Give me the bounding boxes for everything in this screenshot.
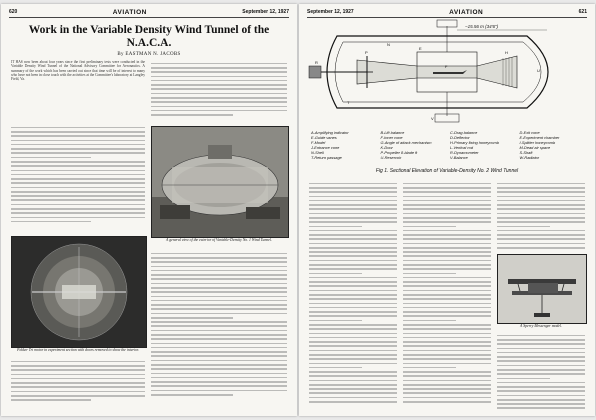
text-line [403,350,491,352]
text-line [309,234,397,236]
diagram-legend [311,130,583,160]
legend-entry: C-Drag balance [450,130,478,135]
text-line [309,273,362,275]
text-line [497,365,585,367]
svg-text:H: H [505,50,508,55]
text-line [309,315,397,317]
text-line [309,221,397,223]
tunnel-exterior-photo [151,126,289,238]
text-line [309,345,397,347]
text-line [309,260,397,262]
text-line [497,386,585,388]
text-line [309,392,397,394]
left-page [1,4,297,416]
text-line [309,264,397,266]
text-line [403,230,491,232]
text-line [403,208,491,210]
text-line [309,363,397,365]
text-line [497,378,550,380]
text-line [403,204,491,206]
text-line [403,187,491,189]
text-line [309,384,397,386]
svg-text:P: P [365,50,368,55]
right-page-number: 621 [578,9,587,15]
legend-entry: I-Splitter honeycomb [519,140,556,145]
text-line [403,315,491,317]
text-line [309,208,397,210]
text-line [403,367,456,369]
text-line [403,290,491,292]
text-line [309,268,397,270]
text-line [403,375,491,377]
text-line [497,238,585,240]
text-line [309,324,397,326]
text-line [403,328,491,330]
svg-text:F: F [445,64,448,69]
text-line [497,187,585,189]
legend-entry: R-Dynamometer [450,150,479,155]
left-running-head [9,9,289,18]
text-line [309,290,397,292]
text-line [309,196,397,198]
text-line [497,403,585,405]
model-biplane-illustration [498,255,586,323]
text-line [403,226,456,228]
text-line [403,196,491,198]
text-line [403,243,491,245]
text-line [309,247,397,249]
text-line [309,341,397,343]
svg-text:U: U [537,68,540,73]
text-line [309,380,397,382]
legend-entry: L-Vertical rod [450,145,473,150]
svg-text:T: T [347,100,350,105]
text-line [497,183,585,185]
legend-entry: W-Radiator [519,155,540,160]
intro-paragraph: IT HAS now been about four years since the first preliminary tests were conducted in the Variable Density Wind Tunnel of the National Advisory Committee for Aeronautics. A summary of the work which has been carried out since that time will be of interest to many who have not been in close touch with the activities at the Committee's laboratory at Langley Field, Va. [11,60,145,82]
text-line [497,369,585,371]
text-line [309,187,397,189]
text-line [403,234,491,236]
right-page [299,4,595,416]
legend-entry: H-Primary fixing honeycomb [450,140,499,145]
text-line [497,217,585,219]
text-line [403,268,491,270]
legend-entry: M-Dead air space [519,145,551,150]
left-issue-date: September 12, 1927 [242,9,289,15]
text-line [309,294,397,296]
text-line [497,213,585,215]
text-line [309,397,397,399]
text-line [309,204,397,206]
legend-entry: V-Balance [450,155,468,160]
text-line [309,358,397,360]
figure-title: Fig 1. Sectional Elevation of Variable-Density No. 2 Wind Tunnel [375,168,519,174]
right-page-column-1 [309,180,397,412]
legend-entry: S-Shaft [519,150,533,155]
text-line [403,392,491,394]
legend-entry: N-Shell [311,150,324,155]
legend-entry: E-Experiment chamber [519,135,560,140]
text-line [497,382,585,384]
right-magazine-name: AVIATION [449,9,484,16]
text-line [403,281,491,283]
text-line [403,324,491,326]
legend-entry: T-Return passage [311,155,342,160]
text-line [497,221,585,223]
text-line [309,230,397,232]
text-line [309,285,397,287]
text-line [309,238,397,240]
text-line [403,363,491,365]
svg-text:E: E [419,46,422,51]
right-page-column-3-top [497,180,585,250]
intro-column [11,60,145,122]
text-line [309,226,362,228]
left-column-body [11,124,145,232]
text-line [497,191,585,193]
left-magazine-name: AVIATION [112,9,147,16]
left-page-number: 620 [9,9,18,15]
text-line [403,354,491,356]
text-line [403,264,491,266]
text-line [403,285,491,287]
text-line [309,251,397,253]
text-line [497,243,585,245]
text-line [309,298,397,300]
svg-text:R: R [315,60,318,65]
text-line [497,407,585,409]
text-line [497,335,585,337]
text-line [497,204,585,206]
text-line [309,354,397,356]
text-line [403,221,491,223]
text-line [309,307,397,309]
text-line [309,388,397,390]
legend-entry: F-Model [311,140,326,145]
article-title: Work in the Variable Density Wind Tunnel of the N.A.C.A. [28,24,270,49]
text-line [497,247,585,249]
text-line [403,213,491,215]
text-line [403,260,491,262]
left-column-bottom-text [11,358,145,412]
sperry-messenger-photo [497,254,587,324]
text-line [403,401,491,403]
legend-entry: K-Door [380,145,393,150]
text-line [309,350,397,352]
text-line [497,360,585,362]
text-line [497,343,585,345]
text-line [403,238,491,240]
text-line [309,367,362,369]
text-line [403,341,491,343]
text-line [403,277,491,279]
svg-text:N: N [387,42,390,47]
text-line [497,348,585,350]
text-line [309,183,397,185]
text-line [403,320,456,322]
text-line [497,399,585,401]
right-column-bottom-text [151,250,287,412]
legend-entry: D-Deflector [450,135,470,140]
tunnel-exterior-illustration [152,127,288,237]
text-line [309,277,397,279]
text-line [309,375,397,377]
legend-entry: J-Entrance cone [311,145,340,150]
text-line [403,273,456,275]
article-byline: By EASTMAN N. JACOBS [117,52,181,57]
text-line [497,390,585,392]
text-line [309,328,397,330]
text-line [497,200,585,202]
right-page-column-2 [403,180,491,412]
text-line [403,217,491,219]
legend-entry: B-Lift balance [380,130,405,135]
sperry-messenger-caption: A Sperry Messenger model. [520,324,562,328]
legend-entry: U-Reservoir [380,155,402,160]
text-line [497,352,585,354]
tunnel-interior-caption: Fokker Tri motor in experiment section with doors removed to show the interior. [17,348,139,352]
text-line [497,226,550,228]
text-line [309,243,397,245]
right-issue-date: September 12, 1927 [307,9,354,15]
tunnel-exterior-caption: A general view of the exterior of Variable-Density No. 1 Wind Tunnel. [166,238,272,242]
text-line [403,303,491,305]
svg-text:V: V [431,116,434,121]
legend-entry: A-Amplifying indicator [311,130,349,135]
text-line [309,281,397,283]
legend-entry: D-Exit cone [519,130,540,135]
text-line [403,384,491,386]
text-line [403,358,491,360]
text-line [497,373,585,375]
legend-entry: E-Guide vanes [311,135,337,140]
legend-entry: P-Propeller 8-blade ft [380,150,418,155]
legend-entry: G-Angle of attack mechanism [380,140,432,145]
text-line [309,337,397,339]
text-line [309,333,397,335]
text-line [309,217,397,219]
text-line [309,320,362,322]
text-line [497,230,585,232]
text-line [403,311,491,313]
text-line [497,234,585,236]
dimension-label: −15.56 m (34'6") [465,24,499,29]
tunnel-interior-illustration [12,237,146,347]
text-line [309,311,397,313]
right-page-column-3-bottom [497,332,585,412]
text-line [497,339,585,341]
text-line [309,191,397,193]
text-line [403,251,491,253]
text-line [497,208,585,210]
text-line [309,401,397,403]
text-line [403,337,491,339]
text-line [403,388,491,390]
wind-tunnel-section-diagram [307,16,587,128]
text-line [403,191,491,193]
text-line [497,395,585,397]
text-line [403,255,491,257]
text-line [403,298,491,300]
text-line [497,356,585,358]
text-line [403,380,491,382]
tunnel-interior-photo [11,236,147,348]
right-column-top-text [151,60,287,122]
legend-entry: F-Inner cone [380,135,403,140]
text-line [309,303,397,305]
text-line [403,247,491,249]
text-line [497,196,585,198]
text-line [309,371,397,373]
text-line [309,200,397,202]
text-line [309,255,397,257]
text-line [309,213,397,215]
text-line [403,307,491,309]
text-line [403,200,491,202]
text-line [403,345,491,347]
text-line [403,294,491,296]
text-line [403,371,491,373]
text-line [403,397,491,399]
text-line [403,333,491,335]
text-line [403,183,491,185]
